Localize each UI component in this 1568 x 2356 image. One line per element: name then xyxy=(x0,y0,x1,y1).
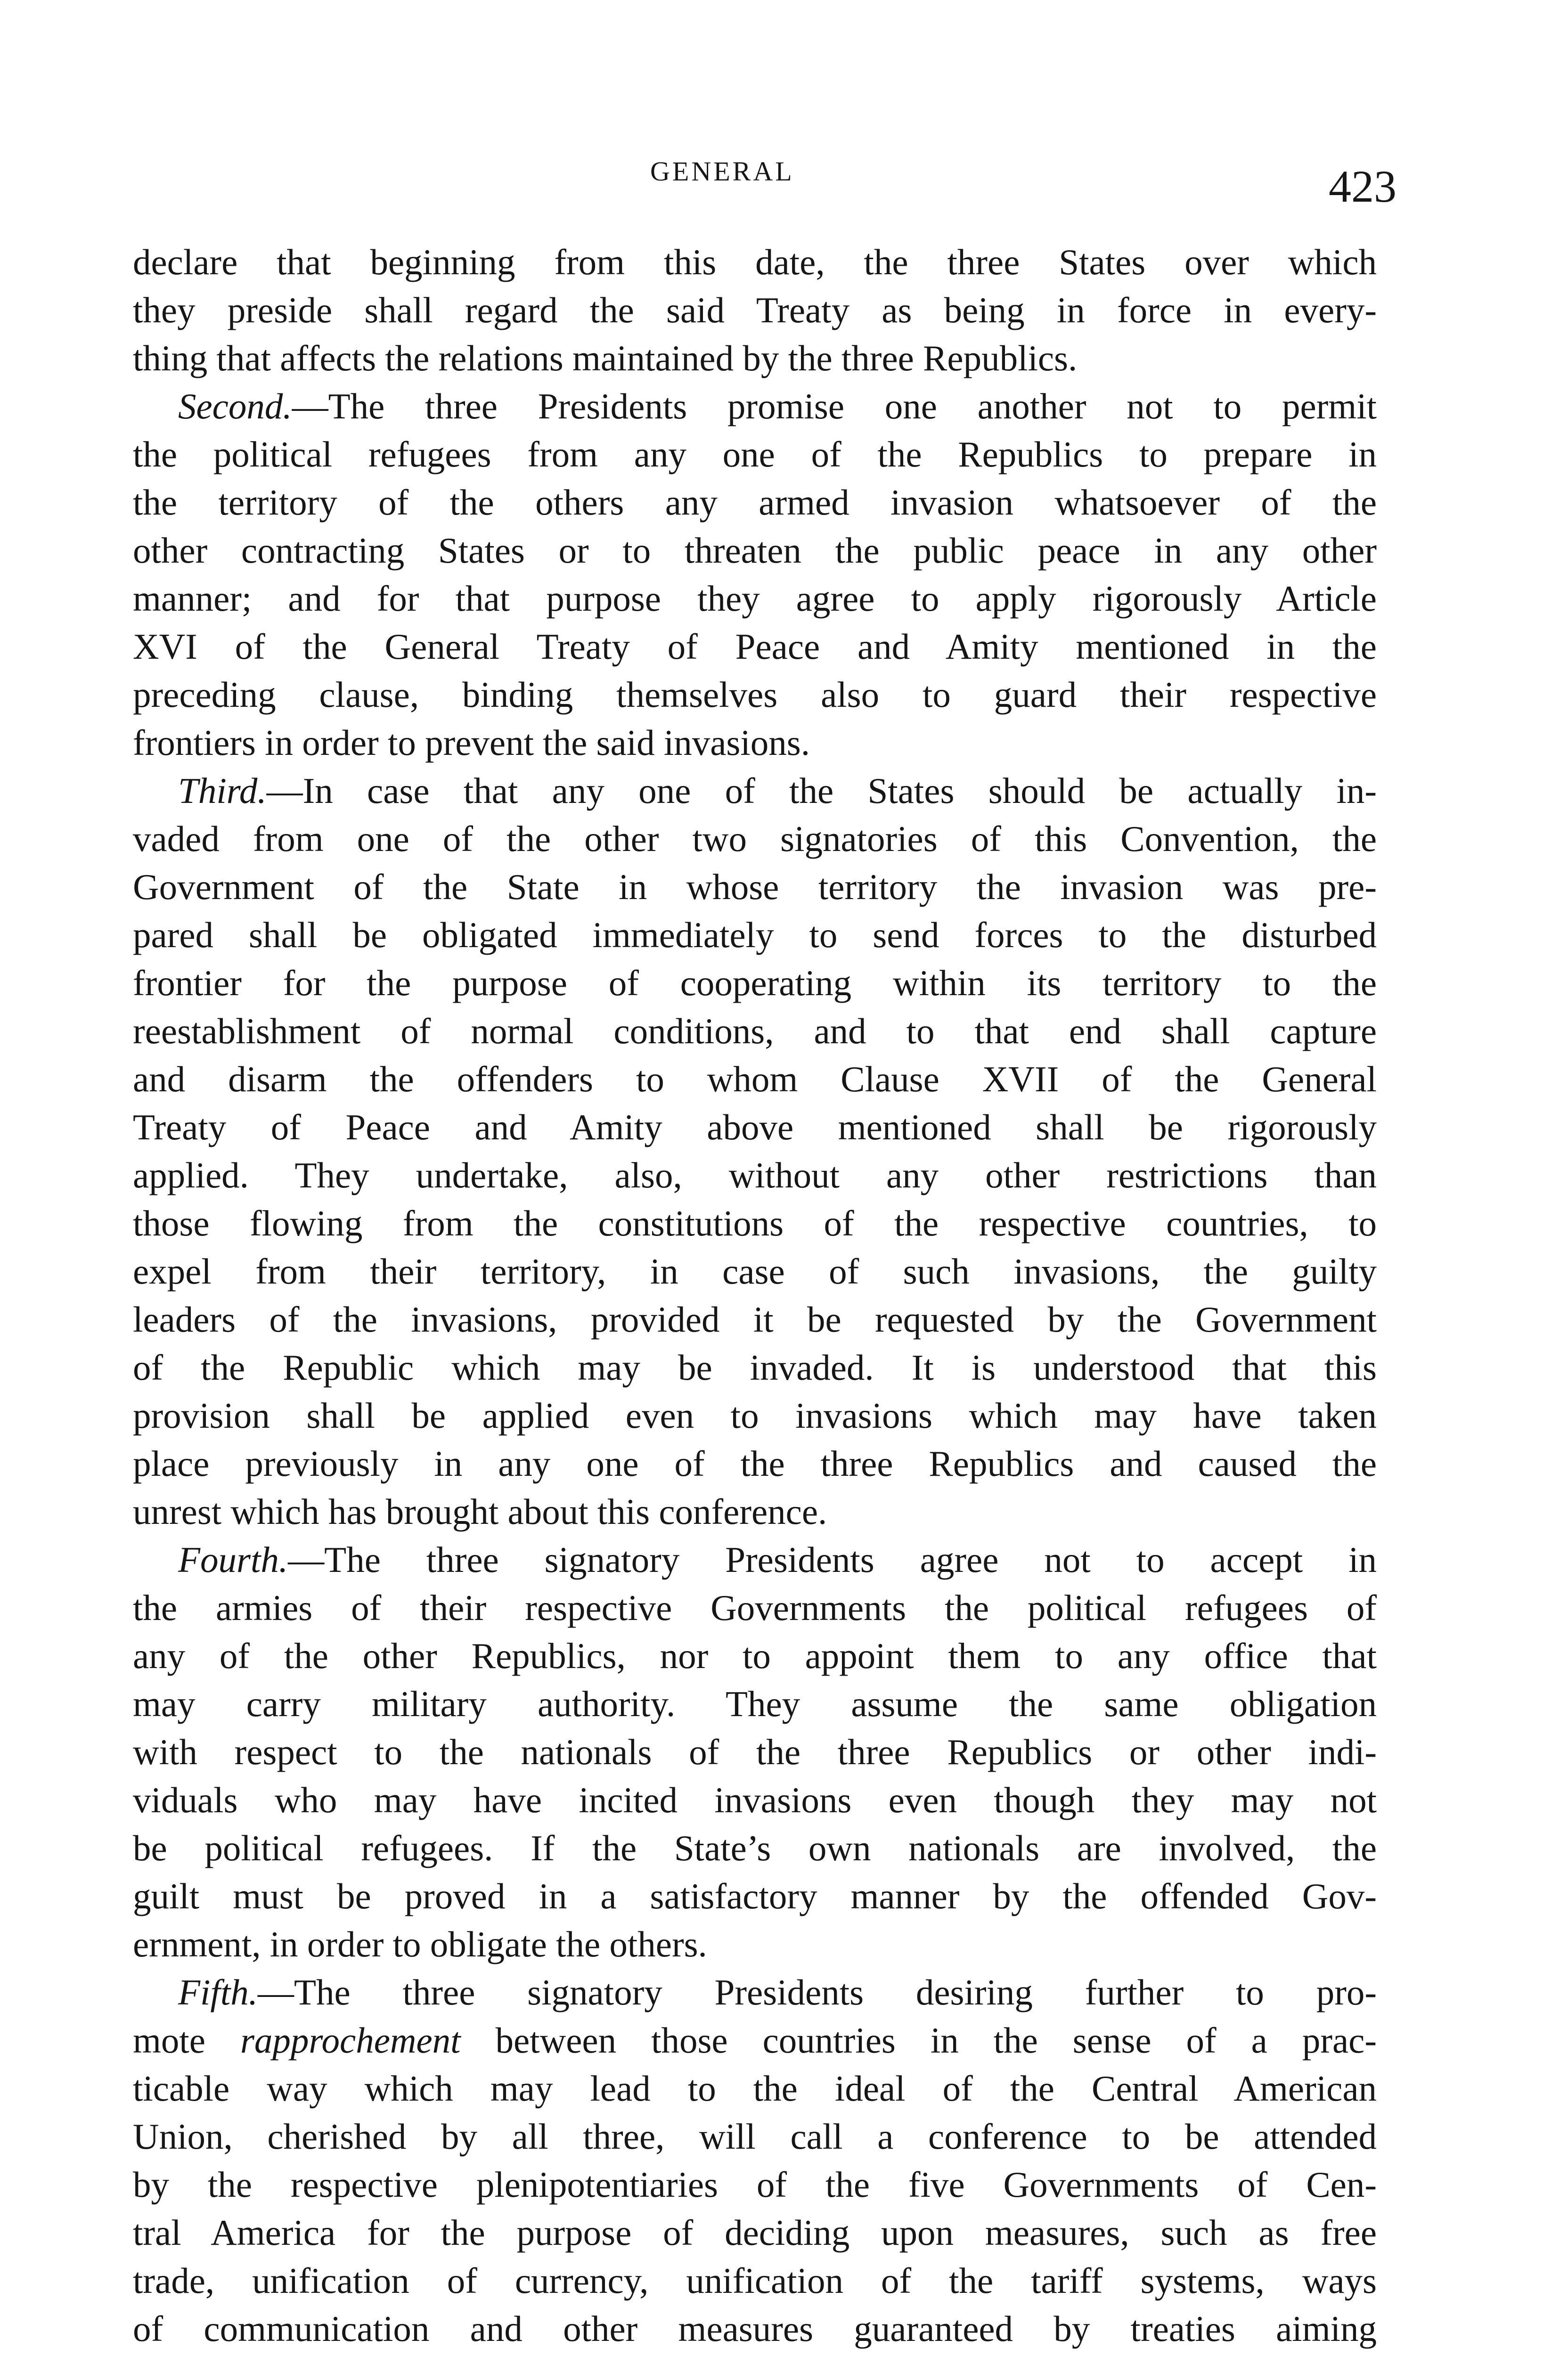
line-text: Government of the State in whose territory the invasion was pre- xyxy=(133,867,1377,907)
line-text: between those countries in the sense of a prac- xyxy=(460,2020,1377,2061)
clause-heading: Fourth. xyxy=(178,1539,288,1580)
italic-term: rapprochement xyxy=(240,2020,461,2061)
text-line xyxy=(133,2257,1377,2305)
text-line xyxy=(133,1440,1377,1488)
line-text: —The three signatory Presidents agree not to accept in xyxy=(288,1539,1377,1580)
text-line xyxy=(133,526,1377,574)
text-line xyxy=(133,1151,1377,1199)
line-text: Union, cherished by all three, will call a conference to be attended xyxy=(133,2116,1377,2157)
text-line xyxy=(133,1776,1377,1824)
line-text: unrest which has brought about this conference. xyxy=(133,1491,827,1532)
line-text: expel from their territory, in case of such invasions, the guilty xyxy=(133,1251,1377,1292)
text-line xyxy=(133,2209,1377,2257)
text-line xyxy=(133,1728,1377,1776)
line-text: frontiers in order to prevent the said invasions. xyxy=(133,722,810,763)
line-text: trade, unification of currency, unification of the tariff systems, ways xyxy=(133,2260,1377,2301)
line-text: the armies of their respective Governments the political refugees of xyxy=(133,1587,1377,1628)
page-number: 423 xyxy=(1329,161,1396,212)
line-text: by the respective plenipotentiaries of the five Governments of Cen- xyxy=(133,2164,1377,2205)
line-text: of communication and other measures guaranteed by treaties aiming xyxy=(133,2308,1377,2349)
running-head: GENERAL xyxy=(650,156,794,187)
text-line xyxy=(133,1007,1377,1055)
line-text: —The three Presidents promise one another not to permit xyxy=(292,386,1377,426)
text-line xyxy=(133,719,1377,767)
text-line xyxy=(133,238,1377,286)
text-line xyxy=(133,1343,1377,1391)
text-line xyxy=(133,2305,1377,2353)
clause-heading: Fifth. xyxy=(178,1972,258,2012)
text-line xyxy=(133,2016,1377,2064)
line-text: Treaty of Peace and Amity above mentioned shall be rigorously xyxy=(133,1107,1377,1147)
text-line xyxy=(133,574,1377,622)
line-text: place previously in any one of the three Republics and caused the xyxy=(133,1443,1377,1484)
line-text: pared shall be obligated immediately to send forces to the disturbed xyxy=(133,915,1377,955)
line-text: guilt must be proved in a satisfactory manner by the offended Gov- xyxy=(133,1876,1377,1916)
text-line xyxy=(133,1920,1377,1968)
line-text: the political refugees from any one of the Republics to prepare in xyxy=(133,434,1377,474)
text-line xyxy=(133,382,1377,430)
line-text: ticable way which may lead to the ideal of the Central American xyxy=(133,2068,1377,2109)
line-text: frontier for the purpose of cooperating within its territory to the xyxy=(133,963,1377,1003)
line-text: of the Republic which may be invaded. It is understood that this xyxy=(133,1347,1377,1388)
line-text: vaded from one of the other two signatories of this Convention, the xyxy=(133,818,1377,859)
text-line xyxy=(133,1536,1377,1584)
text-line xyxy=(133,430,1377,478)
line-text: with respect to the nationals of the three Republics or other indi- xyxy=(133,1732,1377,1772)
line-text: those flowing from the constitutions of the respective countries, to xyxy=(133,1203,1377,1243)
line-text: preceding clause, binding themselves also to guard their respective xyxy=(133,674,1377,715)
line-text: viduals who may have incited invasions even though they may not xyxy=(133,1780,1377,1820)
text-line xyxy=(133,2064,1377,2112)
line-text: manner; and for that purpose they agree to apply rigorously Article xyxy=(133,578,1377,619)
line-text: thing that affects the relations maintained by the three Republics. xyxy=(133,338,1078,378)
text-line xyxy=(133,767,1377,815)
body-text xyxy=(133,238,1377,2353)
text-line xyxy=(133,334,1377,382)
line-text: —The three signatory Presidents desiring further to pro- xyxy=(257,1972,1377,2012)
text-line xyxy=(133,1295,1377,1343)
text-line xyxy=(133,2112,1377,2160)
line-text: and disarm the offenders to whom Clause XVII of the General xyxy=(133,1059,1377,1099)
line-text: tral America for the purpose of deciding upon measures, such as free xyxy=(133,2212,1377,2253)
text-line xyxy=(133,671,1377,719)
text-line xyxy=(133,1055,1377,1103)
text-line xyxy=(133,1872,1377,1920)
line-text: declare that beginning from this date, the three States over which xyxy=(133,242,1377,282)
line-text: be political refugees. If the State’s own nationals are involved, the xyxy=(133,1828,1377,1868)
text-line xyxy=(133,622,1377,671)
line-text: mote xyxy=(133,2020,240,2061)
text-line xyxy=(133,2160,1377,2209)
line-text: provision shall be applied even to invasions which may have taken xyxy=(133,1395,1377,1436)
text-line xyxy=(133,1488,1377,1536)
line-text: XVI of the General Treaty of Peace and Amity mentioned in the xyxy=(133,626,1377,667)
line-text: ernment, in order to obligate the others. xyxy=(133,1924,707,1964)
clause-heading: Second. xyxy=(178,386,292,426)
text-line xyxy=(133,478,1377,526)
text-line xyxy=(133,815,1377,863)
line-text: other contracting States or to threaten the public peace in any other xyxy=(133,530,1377,571)
line-text: applied. They undertake, also, without any other restrictions than xyxy=(133,1155,1377,1195)
text-line xyxy=(133,1199,1377,1247)
text-line xyxy=(133,959,1377,1007)
text-line xyxy=(133,1584,1377,1632)
line-text: the territory of the others any armed invasion whatsoever of the xyxy=(133,482,1377,523)
text-line xyxy=(133,911,1377,959)
text-line xyxy=(133,1680,1377,1728)
line-text: reestablishment of normal conditions, and to that end shall capture xyxy=(133,1011,1377,1051)
line-text: any of the other Republics, nor to appoint them to any office that xyxy=(133,1636,1377,1676)
clause-heading: Third. xyxy=(178,770,267,811)
text-line xyxy=(133,1391,1377,1440)
line-text: leaders of the invasions, provided it be requested by the Government xyxy=(133,1299,1377,1340)
text-line xyxy=(133,1968,1377,2016)
text-line xyxy=(133,1247,1377,1295)
text-line xyxy=(133,1103,1377,1151)
text-line xyxy=(133,1824,1377,1872)
text-line xyxy=(133,1632,1377,1680)
line-text: they preside shall regard the said Treaty as being in force in every- xyxy=(133,290,1377,330)
text-line xyxy=(133,286,1377,334)
line-text: may carry military authority. They assume the same obligation xyxy=(133,1684,1377,1724)
line-text: —In case that any one of the States should be actually in- xyxy=(266,770,1377,811)
text-line xyxy=(133,863,1377,911)
